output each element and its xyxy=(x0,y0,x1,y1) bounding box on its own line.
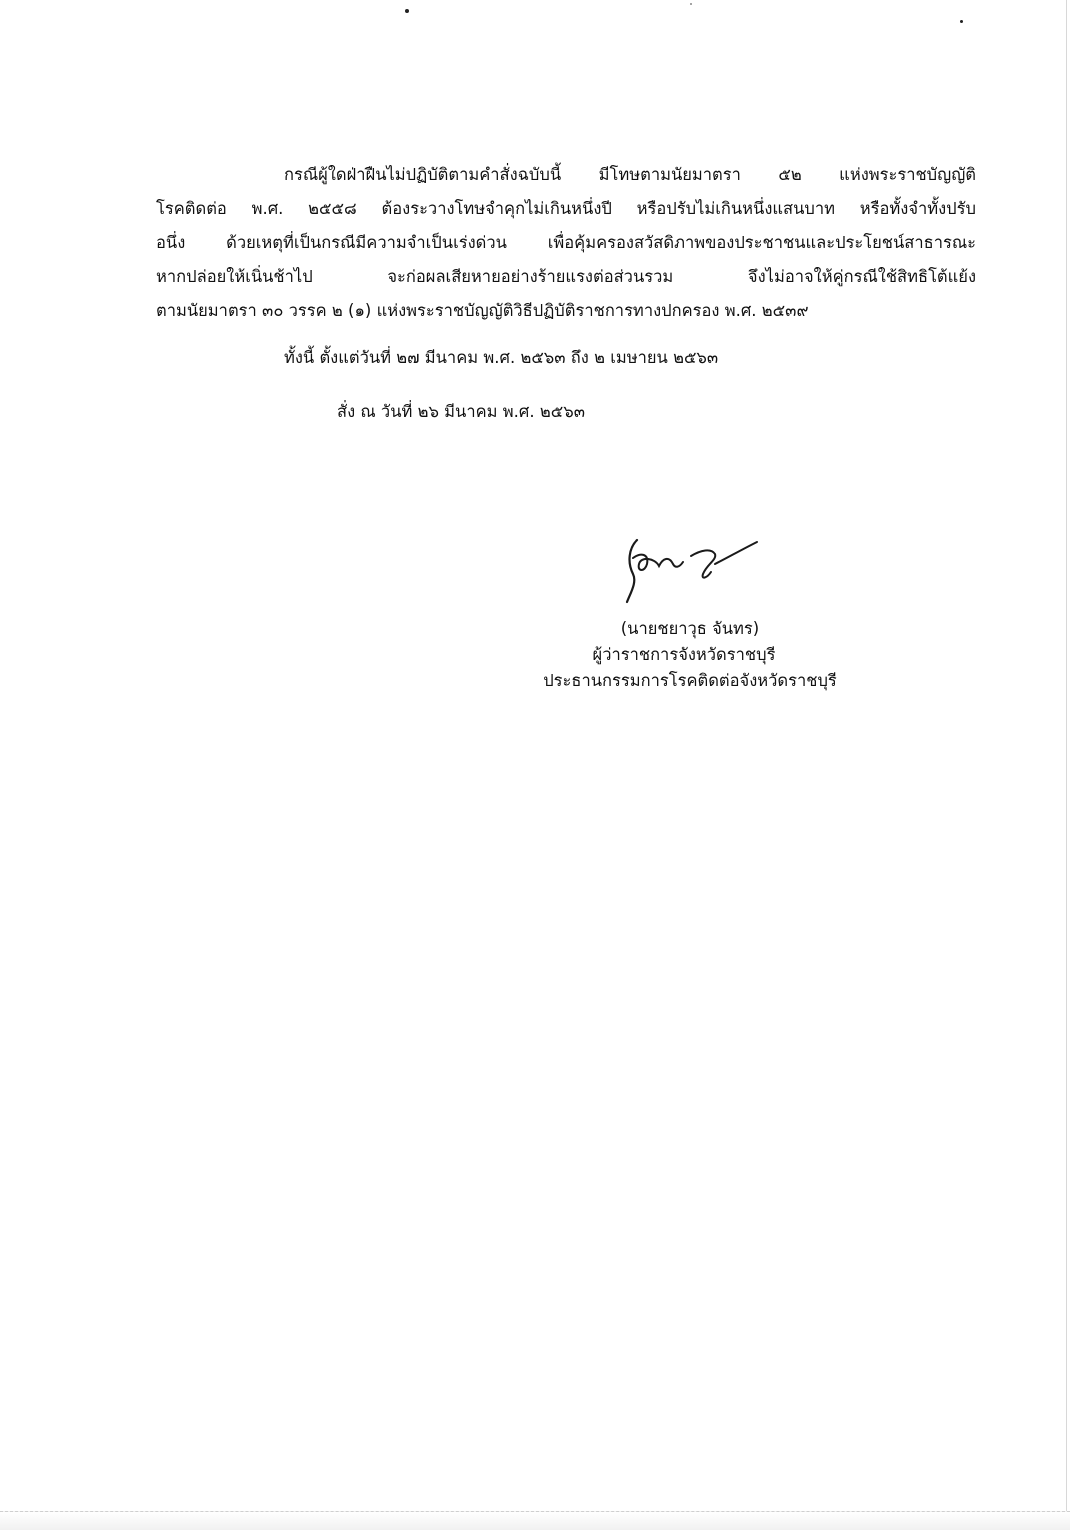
signer-position: ผู้ว่าราชการจังหวัดราชบุรี xyxy=(592,645,776,664)
paragraph-line: กรณีผู้ใดฝ่าฝืนไม่ปฏิบัติตามคำสั่งฉบับนี้ มีโทษตามนัยมาตรา ๕๒ แห่งพระราชบัญญัติ xyxy=(284,165,976,184)
signature-block xyxy=(480,616,900,694)
handwritten-signature xyxy=(615,528,765,608)
paragraph-line: ตามนัยมาตรา ๓๐ วรรค ๒ (๑) แห่งพระราชบัญญัติวิธีปฏิบัติราชการทางปกครอง พ.ศ. ๒๕๓๙ xyxy=(156,301,809,320)
effective-period: ทั้งนี้ ตั้งแต่วันที่ ๒๗ มีนาคม พ.ศ. ๒๕๖๓ ถึง ๒ เมษายน ๒๕๖๓ xyxy=(284,348,719,367)
paragraph-line: อนึ่ง ด้วยเหตุที่เป็นกรณีมีความจำเป็นเร่งด่วน เพื่อคุ้มครองสวัสดิภาพของประชาชนและประโยชน์สาธารณะ xyxy=(156,233,976,252)
signer-committee-role: ประธานกรรมการโรคติดต่อจังหวัดราชบุรี xyxy=(543,671,837,690)
scan-speck xyxy=(960,20,963,23)
order-date: สั่ง ณ วันที่ ๒๖ มีนาคม พ.ศ. ๒๕๖๓ xyxy=(337,402,585,421)
scan-bottom-edge xyxy=(0,1511,1070,1530)
scan-speck xyxy=(405,9,409,13)
paragraph-line: โรคติดต่อ พ.ศ. ๒๕๕๘ ต้องระวางโทษจำคุกไม่เกินหนึ่งปี หรือปรับไม่เกินหนึ่งแสนบาท หรือทั้งจำทั้งปรับ xyxy=(156,199,976,218)
order-paragraph xyxy=(156,158,976,328)
paragraph-line: หากปล่อยให้เนิ่นช้าไป จะก่อผลเสียหายอย่างร้ายแรงต่อส่วนรวม จึงไม่อาจให้คู่กรณีใช้สิทธิโต้แย้ง xyxy=(156,267,976,286)
page-edge xyxy=(1066,0,1067,1530)
signer-name: (นายชยาวุธ จันทร) xyxy=(620,619,760,638)
scan-speck xyxy=(690,3,692,5)
